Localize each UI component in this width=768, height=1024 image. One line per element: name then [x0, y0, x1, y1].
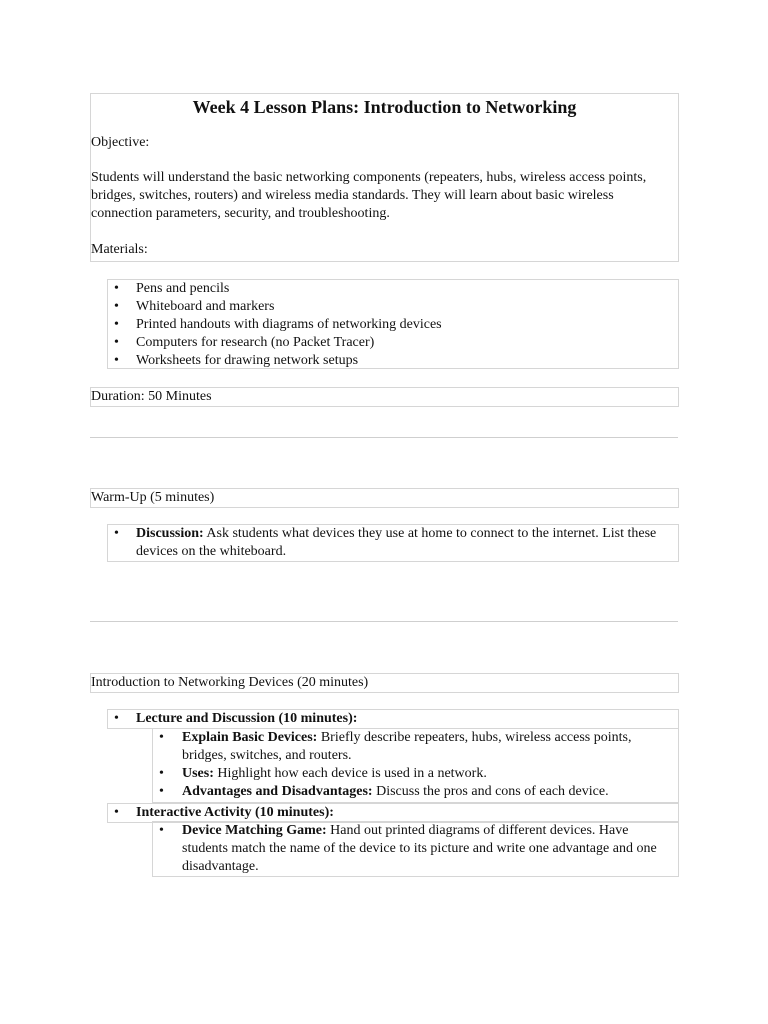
activity-sub-box — [152, 821, 679, 877]
lecture-sub-list — [153, 729, 678, 801]
lecture-label: Lecture and Discussion (10 minutes): — [136, 711, 358, 726]
item-label: Device Matching Game: — [182, 823, 327, 838]
duration-box — [90, 387, 679, 407]
objective-label: Objective: — [91, 135, 150, 150]
intro-heading-box — [90, 673, 679, 693]
duration-text: Duration: 50 Minutes — [91, 389, 212, 404]
list-item — [153, 783, 678, 801]
item-text: Briefly describe repeaters, hubs, wireless access points, bridges, switches, and routers. — [182, 730, 632, 763]
divider — [90, 437, 678, 438]
activity-box — [107, 803, 679, 823]
list-item — [153, 765, 678, 783]
warmup-heading: Warm-Up (5 minutes) — [91, 490, 215, 505]
divider — [90, 621, 678, 622]
activity-list — [108, 804, 678, 822]
list-item: • Worksheets for drawing network setups — [108, 352, 678, 370]
list-item: • Whiteboard and markers — [108, 298, 678, 316]
discussion-label: Discussion: — [136, 526, 204, 541]
warmup-heading-box — [90, 488, 679, 508]
lecture-box — [107, 709, 679, 729]
list-item — [153, 729, 678, 765]
page-title: Week 4 Lesson Plans: Introduction to Networking — [192, 97, 577, 117]
item-text: Discuss the pros and cons of each device. — [372, 784, 609, 799]
item-text: Highlight how each device is used in a network. — [213, 766, 487, 781]
materials-list-box — [107, 279, 679, 369]
warmup-list-box — [107, 524, 679, 562]
list-item — [108, 804, 678, 822]
list-item: • Pens and pencils — [108, 280, 678, 298]
list-item — [108, 525, 678, 561]
list-item — [153, 822, 678, 876]
activity-label: Interactive Activity (10 minutes): — [136, 805, 334, 820]
warmup-list — [108, 525, 678, 561]
lecture-list — [108, 710, 678, 728]
objective-text: Students will understand the basic networking components (repeaters, hubs, wireless access points, bridges, switches, routers) and wireless media standards. They will learn about basic wireless connection parameters, security, and troubleshooting. — [91, 170, 647, 221]
item-label: Advantages and Disadvantages: — [182, 784, 373, 799]
list-item: • Printed handouts with diagrams of networking devices — [108, 316, 678, 334]
lecture-sub-box — [152, 728, 679, 803]
intro-heading: Introduction to Networking Devices (20 minutes) — [91, 675, 369, 690]
list-item — [108, 710, 678, 728]
discussion-text: Ask students what devices they use at home to connect to the internet. List these devices on the whiteboard. — [136, 526, 657, 559]
materials-list — [108, 280, 678, 370]
materials-label: Materials: — [91, 242, 148, 257]
item-label: Uses: — [182, 766, 214, 781]
activity-sub-list — [153, 822, 678, 876]
item-text: Hand out printed diagrams of different devices. Have students match the name of the device to its picture and write one advantage and one disadvantage. — [182, 823, 657, 874]
objective-section — [90, 93, 679, 262]
item-label: Explain Basic Devices: — [182, 730, 318, 745]
list-item: • Computers for research (no Packet Tracer) — [108, 334, 678, 352]
